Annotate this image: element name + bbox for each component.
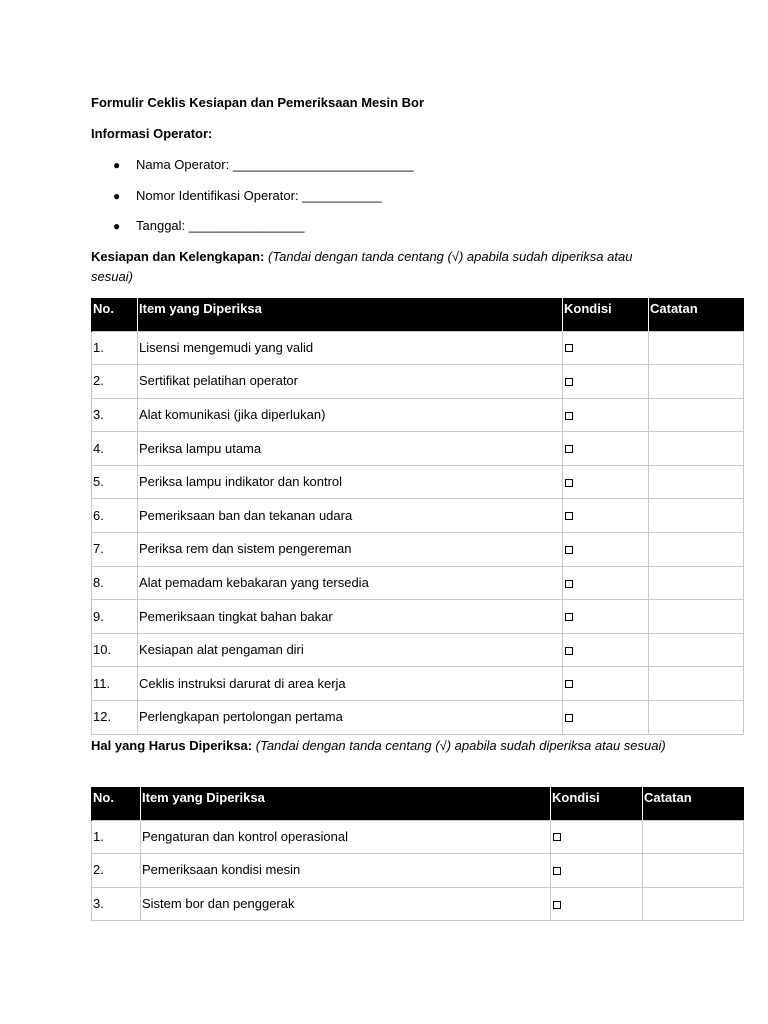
row-condition-cell [551,887,643,921]
condition-checkbox[interactable] [565,344,573,352]
row-condition-cell [563,365,649,399]
document-title: Formulir Ceklis Kesiapan dan Pemeriksaan Mesin Bor [91,95,425,110]
row-item: Periksa lampu indikator dan kontrol [138,465,563,499]
row-number: 1. [92,820,141,854]
row-number: 4. [92,432,138,466]
row-item: Kesiapan alat pengaman diri [138,633,563,667]
readiness-table-body [92,331,744,734]
row-number: 2. [92,854,141,888]
condition-checkbox[interactable] [553,867,561,875]
row-number: 9. [92,600,138,634]
table-row [92,398,744,432]
table-row [92,499,744,533]
row-item: Lisensi mengemudi yang valid [138,331,563,365]
header-condition: Kondisi [563,298,649,331]
condition-checkbox[interactable] [565,512,573,520]
condition-checkbox[interactable] [565,680,573,688]
row-condition-cell [563,533,649,567]
row-notes-cell[interactable] [649,667,744,701]
condition-checkbox[interactable] [565,647,573,655]
row-item: Periksa rem dan sistem pengereman [138,533,563,567]
row-notes-cell[interactable] [649,465,744,499]
row-item: Pengaturan dan kontrol operasional [141,820,551,854]
condition-checkbox[interactable] [565,378,573,386]
table-header-row [92,298,744,331]
row-condition-cell [563,600,649,634]
operator-field-label: Nomor Identifikasi Operator: ___________ [136,187,382,203]
readiness-section-intro [91,247,671,287]
operator-id-field [91,187,414,218]
bullet-icon: ● [113,158,121,172]
row-notes-cell[interactable] [643,820,744,854]
condition-checkbox[interactable] [565,580,573,588]
operator-field-label: Nama Operator: _________________________ [136,157,414,172]
inspection-section-note: (Tandai dengan tanda centang (√) apabila sudah diperiksa atau sesuai) [255,738,666,753]
inspection-checklist-table [91,787,744,921]
row-condition-cell [563,398,649,432]
row-condition-cell [551,854,643,888]
row-condition-cell [563,432,649,466]
row-notes-cell[interactable] [643,854,744,888]
row-item: Pemeriksaan ban dan tekanan udara [138,499,563,533]
table-row [92,820,744,854]
row-number: 8. [92,566,138,600]
condition-checkbox[interactable] [553,901,561,909]
row-number: 7. [92,533,138,567]
row-notes-cell[interactable] [649,566,744,600]
row-number: 10. [92,633,138,667]
header-notes: Catatan [649,298,744,331]
row-item: Sistem bor dan penggerak [141,887,551,921]
row-condition-cell [551,820,643,854]
row-item: Alat komunikasi (jika diperlukan) [138,398,563,432]
operator-name-field [91,156,414,187]
readiness-section-heading: Kesiapan dan Kelengkapan: [91,249,265,264]
bullet-icon: ● [113,219,121,233]
table-row [92,667,744,701]
row-number: 1. [92,331,138,365]
row-notes-cell[interactable] [649,633,744,667]
table-row [92,600,744,634]
header-no: No. [92,787,141,820]
row-number: 3. [92,398,138,432]
row-item: Ceklis instruksi darurat di area kerja [138,667,563,701]
row-item: Alat pemadam kebakaran yang tersedia [138,566,563,600]
date-field [91,217,414,248]
row-condition-cell [563,701,649,735]
row-item: Periksa lampu utama [138,432,563,466]
inspection-section-heading: Hal yang Harus Diperiksa: [91,738,253,753]
header-item: Item yang Diperiksa [141,787,551,820]
header-no: No. [92,298,138,331]
row-notes-cell[interactable] [643,887,744,921]
row-condition-cell [563,465,649,499]
row-number: 3. [92,887,141,921]
row-notes-cell[interactable] [649,600,744,634]
row-number: 12. [92,701,138,735]
operator-info-list [91,156,414,248]
header-condition: Kondisi [551,787,643,820]
inspection-table-body [92,820,744,921]
table-row [92,887,744,921]
table-row [92,566,744,600]
row-item: Pemeriksaan kondisi mesin [141,854,551,888]
row-notes-cell[interactable] [649,701,744,735]
condition-checkbox[interactable] [565,714,573,722]
row-notes-cell[interactable] [649,365,744,399]
table-row [92,701,744,735]
row-condition-cell [563,331,649,365]
header-item: Item yang Diperiksa [138,298,563,331]
condition-checkbox[interactable] [565,613,573,621]
row-number: 6. [92,499,138,533]
row-number: 11. [92,667,138,701]
condition-checkbox[interactable] [565,445,573,453]
condition-checkbox[interactable] [565,546,573,554]
table-row [92,854,744,888]
table-row [92,331,744,365]
row-notes-cell[interactable] [649,398,744,432]
table-row [92,432,744,466]
row-item: Pemeriksaan tingkat bahan bakar [138,600,563,634]
inspection-section-intro [91,736,671,756]
condition-checkbox[interactable] [565,479,573,487]
row-notes-cell[interactable] [649,533,744,567]
table-row [92,533,744,567]
row-notes-cell[interactable] [649,499,744,533]
readiness-section-note: (Tandai dengan tanda centang (√) apabila sudah diperiksa atau sesuai) [91,249,633,284]
condition-checkbox[interactable] [553,833,561,841]
header-notes: Catatan [643,787,744,820]
operator-field-label: Tanggal: ________________ [136,218,305,233]
table-header-row [92,787,744,820]
condition-checkbox[interactable] [565,412,573,420]
table-row [92,633,744,667]
row-condition-cell [563,667,649,701]
operator-info-heading: Informasi Operator: [91,126,213,141]
row-item: Sertifikat pelatihan operator [138,365,563,399]
bullet-icon: ● [113,188,121,203]
readiness-checklist-table [91,298,744,735]
row-notes-cell[interactable] [649,331,744,365]
row-item: Perlengkapan pertolongan pertama [138,701,563,735]
row-condition-cell [563,566,649,600]
row-number: 5. [92,465,138,499]
table-row [92,365,744,399]
row-condition-cell [563,499,649,533]
row-notes-cell[interactable] [649,432,744,466]
table-row [92,465,744,499]
row-number: 2. [92,365,138,399]
row-condition-cell [563,633,649,667]
